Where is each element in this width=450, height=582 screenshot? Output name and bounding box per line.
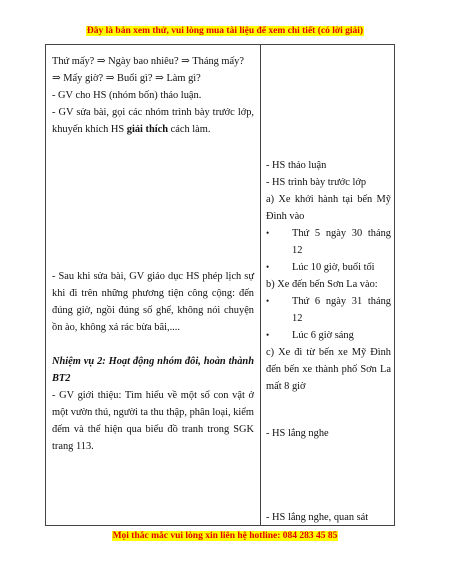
student-discuss: - HS thảo luận (266, 160, 327, 171)
explain-emphasis: giải thích (126, 124, 169, 135)
student-listen-observe-block (266, 509, 391, 526)
answer-a-bullet-1: • Thứ 5 ngày 30 tháng 12 (266, 225, 391, 259)
correction-instruction: - GV sửa bài, gọi các nhóm trình bày trước lớp, khuyến khích HS giải thích cách làm. (52, 107, 254, 135)
answer-b-bullet-1: • Thứ 6 ngày 31 tháng 12 (266, 293, 391, 327)
preview-notice-text: Đây là bản xem thử, vui lòng mua tài liệu để xem chi tiết (có lời giải) (86, 26, 364, 36)
preview-notice-banner (0, 26, 450, 36)
hotline-text: Mọi thắc mắc vui lòng xin liên hệ hotline: 084 283 45 85 (112, 531, 338, 541)
answer-a: a) Xe khởi hành tại bến Mỹ Đình vào (266, 194, 391, 222)
task-2-title: Nhiệm vụ 2: Hoạt động nhóm đôi, hoàn thành BT2 (52, 356, 254, 384)
student-listen: - HS lắng nghe (266, 428, 329, 439)
bullet-icon: • (266, 296, 270, 306)
task-2-block (52, 353, 254, 455)
student-listen-block (266, 425, 391, 442)
answer-b-bullet-2: • Lúc 6 giờ sáng (266, 327, 391, 344)
teacher-activities-column (52, 53, 254, 452)
task-2-introduction: - GV giới thiệu: Tìm hiểu về một số con vật ở một vườn thú, người ta thu thập, phân loại, kiểm đếm và thể hiện qua biểu đồ tranh trong SGK trang 113. (52, 390, 254, 452)
student-present: - HS trình bày trước lớp (266, 177, 367, 188)
etiquette-paragraph-block (52, 268, 254, 336)
question-chain-line-1: Thứ mấy? ⇒ Ngày bao nhiêu? ⇒ Tháng mấy? (52, 56, 244, 67)
answer-a-bullet-2: • Lúc 10 giờ, buổi tối (266, 259, 391, 276)
question-chain-line-2: ⇒ Mấy giờ? ⇒ Buổi gì? ⇒ Làm gì? (52, 73, 201, 84)
group-discussion-instruction: - GV cho HS (nhóm bốn) thảo luận. (52, 90, 202, 101)
student-answers-block (266, 157, 391, 395)
hotline-banner (0, 531, 450, 541)
answer-b: b) Xe đến bến Sơn La vào: (266, 279, 378, 290)
bullet-icon: • (266, 262, 270, 272)
bullet-icon: • (266, 330, 270, 340)
column-divider (260, 45, 261, 525)
student-listen-observe: - HS lắng nghe, quan sát (266, 512, 369, 523)
bullet-icon: • (266, 228, 270, 238)
answer-c: c) Xe đi từ bến xe Mỹ Đình đến bến xe thành phố Sơn La mất 8 giờ (266, 347, 391, 392)
lesson-table (45, 44, 395, 526)
public-transport-etiquette-text: - Sau khi sửa bài, GV giáo dục HS phép lịch sự khi đi trên những phương tiện công cộng: đến đúng giờ, ngồi đúng số ghế, không nói chuyện ồn ào, không xả rác bừa bãi,.... (52, 271, 254, 333)
